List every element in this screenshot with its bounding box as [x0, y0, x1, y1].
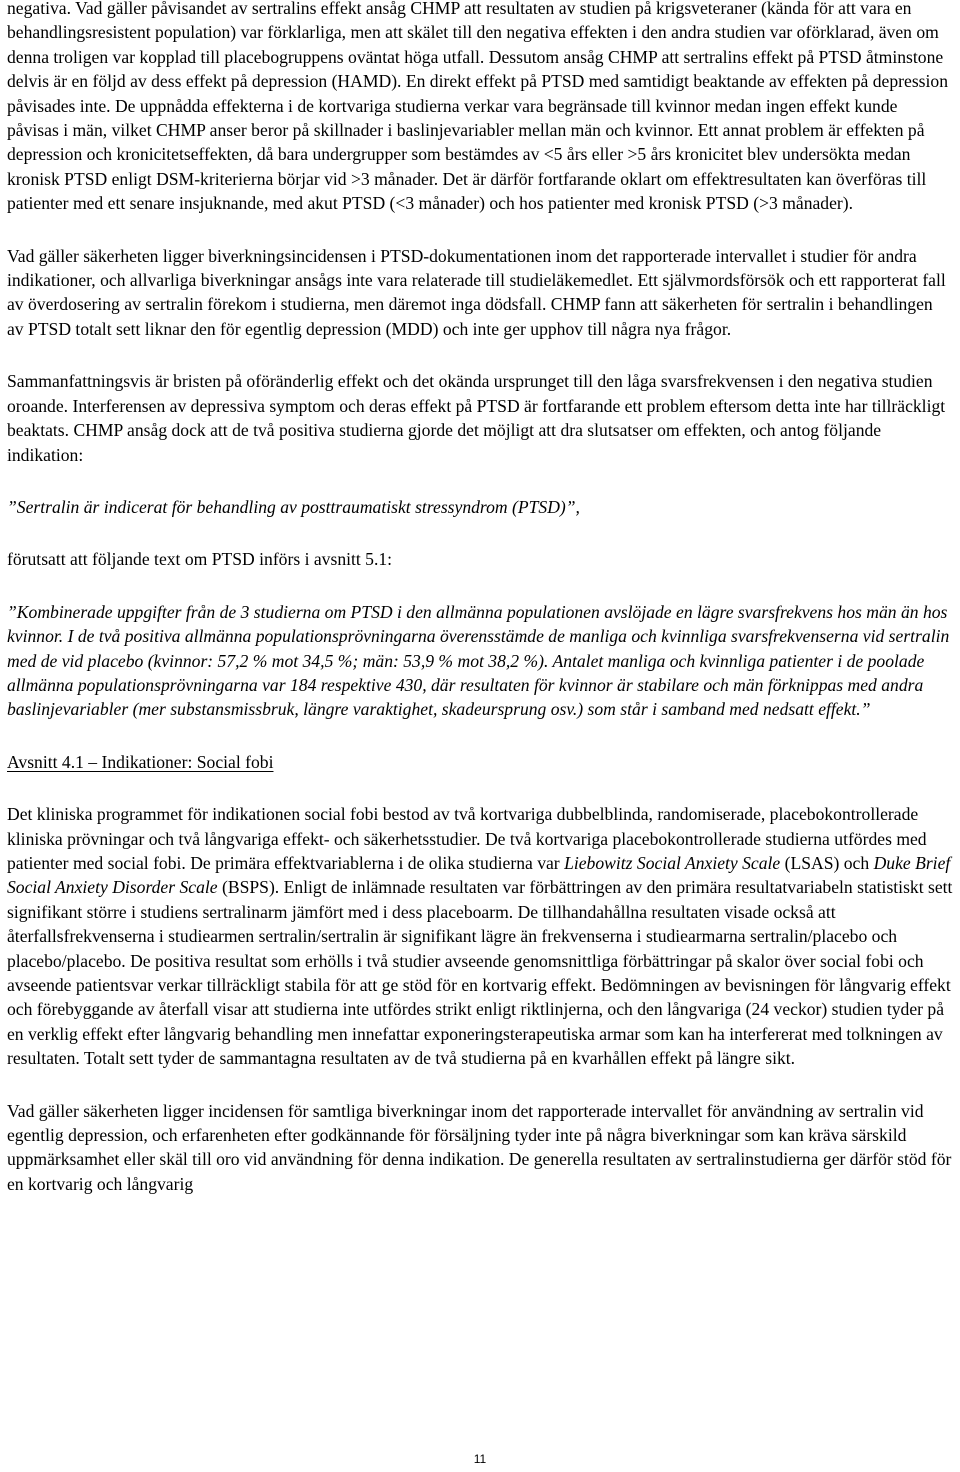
paragraph-ptsd-summary: Sammanfattningsvis är bristen på oföränderlig effekt och det okända ursprunget till den låga svarsfrekvensen i den negativa studien oroande. Interferensen av depressiva symptom och deras effekt på PTSD är fortfarande ett problem eftersom detta inte har tillräckligt beaktats. CHMP ansåg dock att de två positiva studierna gjorde det möjligt att dra slutsatser om effekten, och antog följande indikation: — [7, 371, 946, 465]
paragraph-section-5-1-intro: förutsatt att följande text om PTSD införs i avsnitt 5.1: — [7, 549, 393, 570]
page-number: 11 — [473, 1452, 487, 1466]
scale-name-bsps: Duke Brief Social Anxiety Disorder Scale — [7, 852, 951, 898]
document-body — [7, 0, 953, 1196]
text-segment: (LSAS) och — [780, 852, 874, 873]
paragraph-ptsd-safety: Vad gäller säkerheten ligger biverkningsincidensen i PTSD-dokumentationen inom det rapporterade intervallet i studier för andra indikationer, och allvarliga biverkningar ansågs inte vara relaterade till studieläkemedlet. Ett självmordsförsök och ett rapporterat fall av överdosering av sertralin förekom i studierna, men däremot inga dödsfall. CHMP fann att säkerheten för sertralin i behandlingen av PTSD totalt sett liknar den för egentlig depression (MDD) och inte ger upphov till några nya frågor. — [7, 245, 946, 339]
section-heading-social-phobia: Avsnitt 4.1 – Indikationer: Social fobi — [7, 751, 274, 772]
paragraph-social-phobia-safety: Vad gäller säkerheten ligger incidensen för samtliga biverkningar inom det rapporterade intervallet för användning av sertralin vid egentlig depression, och erfarenheten efter godkännande för försäljning tyder inte på några biverkningar som kan kräva särskild uppmärksamhet eller skäl till oro vid användning för denna indikation. De generella resultaten av sertralinstudierna ger därför stöd för en kortvarig och långvarig — [7, 1100, 952, 1194]
text-segment: (BSPS). Enligt de inlämnade resultaten var förbättringen av den primära resultatvariabeln statistiskt sett signifikant större i studiens sertralinarm jämfört med i dess placeboarm. De tillhandahållna resultaten visade också att återfallsfrekvenserna i studiearmen sertralin/sertralin är signifikant lägre än frekvenserna i studiearmarna sertralin/placebo och placebo/placebo. De positiva resultat som erhölls i två studier avseende genomsnittliga förbättringar på skalor över social fobi och avseende patientsvar verkar tillräckligt stabila för att ge stöd för en kortvarig effekt. Bedömningen av bevisningen för långvarig effekt och förebyggande av återfall visar att studierna inte utfördes strikt enligt riktlinjerna, och den långvariga (24 veckor) studien tyder på en verklig effekt efter långvarig behandling men innefattar exponeringsterapeutiska armar som kan ha interfererat med tolkningen av resultaten. Totalt sett tyder de sammantagna resultaten av de två studierna på en kvarhållen effekt på längre sikt. — [7, 877, 953, 1069]
paragraph-social-phobia-program — [7, 802, 953, 1070]
paragraph-ptsd-efficacy: negativa. Vad gäller påvisandet av sertralins effekt ansåg CHMP att resultaten av studien på krigsveteraner (kända för att vara en behandlingsresistent population) var förklarliga, men att skälet till den negativa effekten i den andra studien var oförklarad, även om denna troligen var kopplad till placebogruppens oväntat höga utfall. Dessutom ansåg CHMP att sertralins effekt på PTSD åtminstone delvis är en följd av dess effekt på depression (HAMD). En direkt effekt på PTSD med samtidigt beaktande av effekten på depression påvisades inte. De uppnådda effekterna i de kortvariga studierna verkar vara begränsade till kvinnor medan ingen effekt kunde påvisas i män, vilket CHMP anser beror på skillnader i baslinjevariabler mellan män och kvinnor. Ett annat problem är effekten på depression och kronicitetseffekten, då bara undergrupper som bestämdes av <5 års eller >5 års kronicitet blev undersökta medan kronisk PTSD enligt DSM-kriterierna börjar vid >3 månader. Det är därför fortfarande oklart om effektresultaten kan överföras till patienter med ett senare insjuknande, med akut PTSD (<3 månader) och hos patienter med kronisk PTSD (>3 månader). — [7, 0, 948, 214]
indication-quote: ”Sertralin är indicerat för behandling av posttraumatiskt stressyndrom (PTSD)”, — [7, 496, 580, 517]
text-segment: Det kliniska programmet för indikationen social fobi bestod av två kortvariga dubbelblinda, randomiserade, placebokontrollerade kliniska prövningar och två långvariga effekt- och säkerhetsstudier. De två kortvariga placebokontrollerade studierna utfördes med patienter med social fobi. De primära effektvariablerna i de olika studierna var — [7, 804, 927, 873]
scale-name-lsas: Liebowitz Social Anxiety Scale — [564, 852, 781, 873]
section-5-1-quote: ”Kombinerade uppgifter från de 3 studierna om PTSD i den allmänna populationen avslöjade en lägre svarsfrekvens hos män än hos kvinnor. I de två positiva allmänna populationsprövningarna överensstämde de manliga och kvinnliga svarsfrekvenserna vid sertralin med de vid placebo (kvinnor: 57,2 % mot 34,5 %; män: 53,9 % mot 38,2 %). Antalet manliga och kvinnliga patienter i de poolade allmänna populationsprövningarna var 184 respektive 430, där resultaten för kvinnor är stabilare och män förknippas med andra baslinjevariabler (mer substansmissbruk, längre varaktighet, skadeursprung osv.) som står i samband med nedsatt effekt.” — [7, 601, 950, 720]
